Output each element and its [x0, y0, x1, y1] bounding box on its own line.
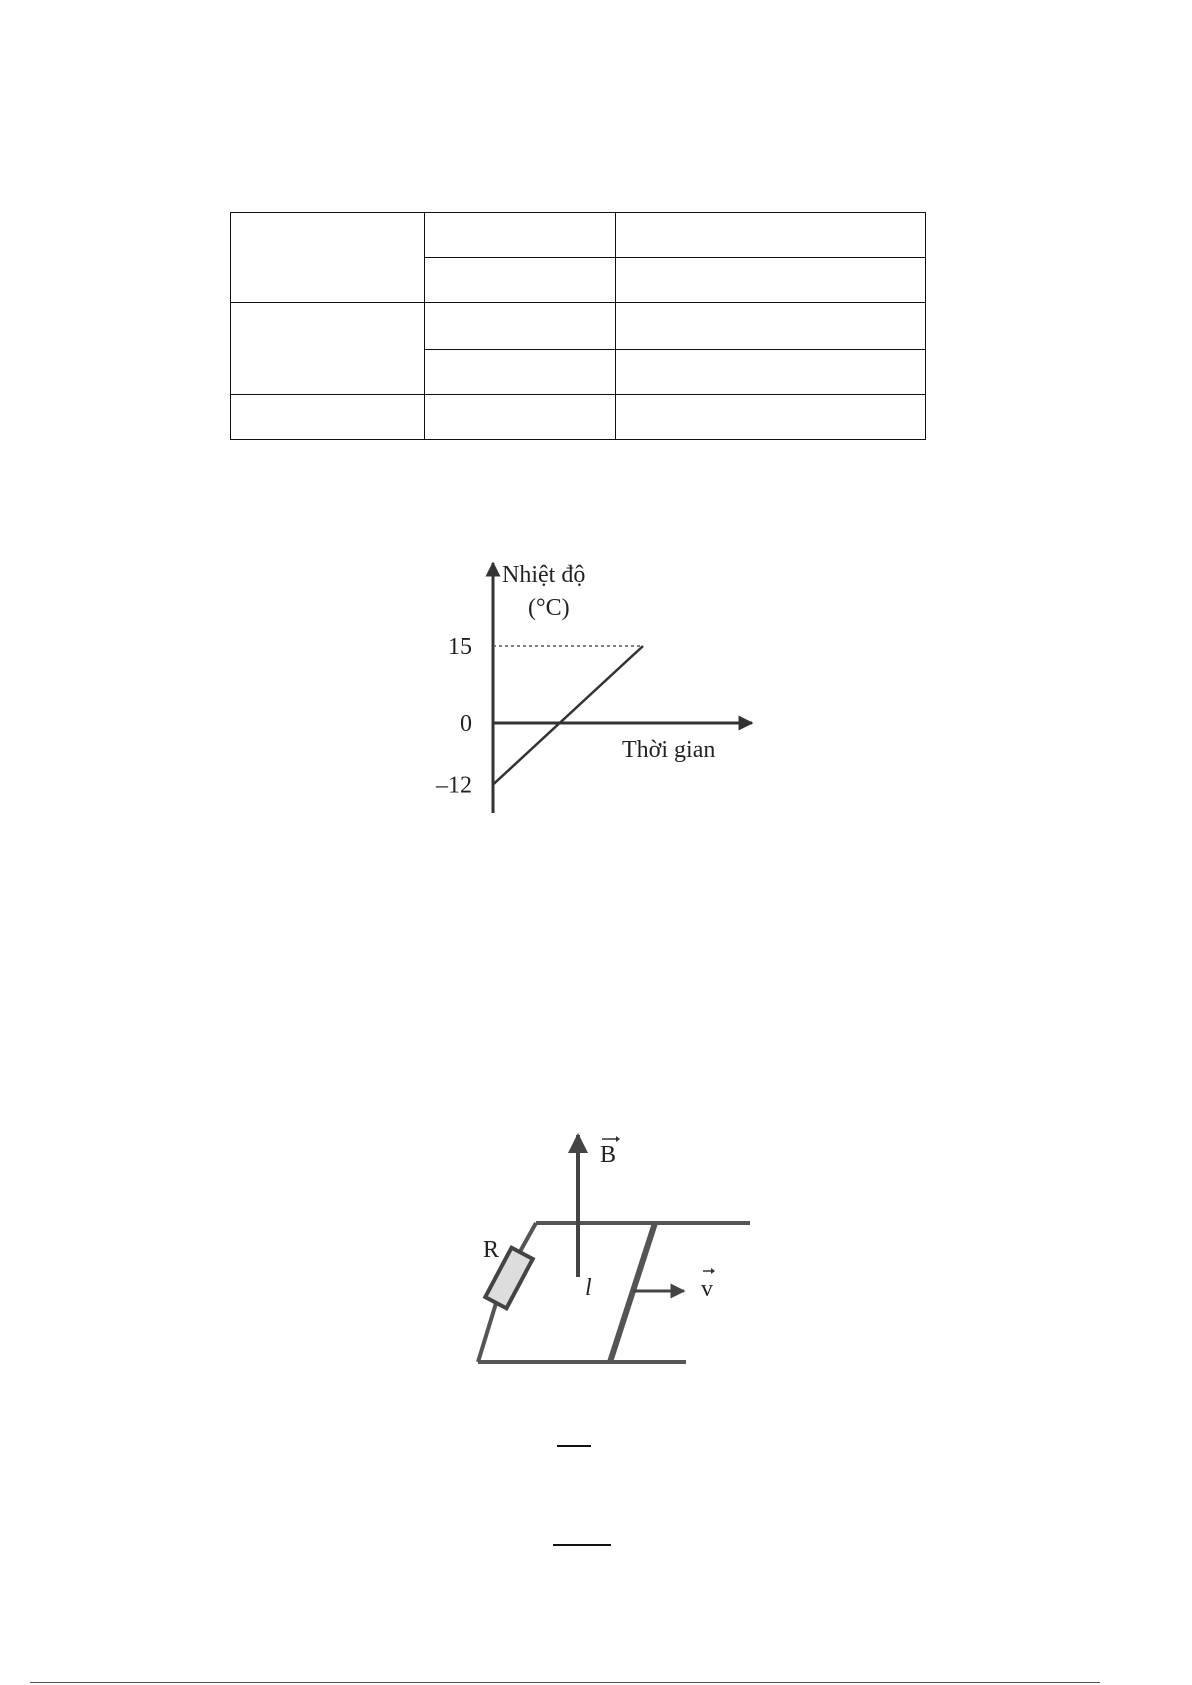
fraction-bar [553, 1544, 611, 1546]
velocity-label: v [701, 1276, 713, 1302]
table-cell [231, 394, 425, 439]
table-cell [231, 303, 425, 394]
page-bottom-rule [30, 1682, 1100, 1683]
fraction-bar [557, 1445, 591, 1447]
table-cell [231, 213, 425, 303]
table-cell [616, 349, 926, 394]
y-tick-label: 0 [460, 711, 472, 737]
empty-table [230, 212, 926, 440]
table-cell [425, 213, 616, 258]
length-label: l [585, 1275, 592, 1301]
circuit-diagram [450, 1125, 770, 1375]
temperature-graph [400, 545, 770, 815]
table-cell [616, 258, 926, 303]
y-axis-label: Nhiệt độ [502, 562, 586, 588]
y-axis-unit: (°C) [528, 595, 570, 621]
temperature-line [493, 646, 643, 785]
table-cell [616, 303, 926, 349]
resistor-label: R [483, 1237, 500, 1263]
table-cell [425, 349, 616, 394]
table-cell [616, 394, 926, 439]
table-cell [425, 258, 616, 303]
table-cell [425, 394, 616, 439]
field-vector-arrowhead [616, 1136, 620, 1142]
velocity-vector-arrowhead [711, 1268, 715, 1274]
y-tick-label: 15 [448, 634, 472, 660]
y-tick-label: –12 [436, 772, 472, 799]
left-rail-lower [478, 1300, 497, 1362]
table-cell [616, 213, 926, 258]
x-axis-label: Thời gian [622, 737, 716, 763]
table-cell [425, 303, 616, 349]
magnetic-field-label: B [600, 1142, 617, 1168]
